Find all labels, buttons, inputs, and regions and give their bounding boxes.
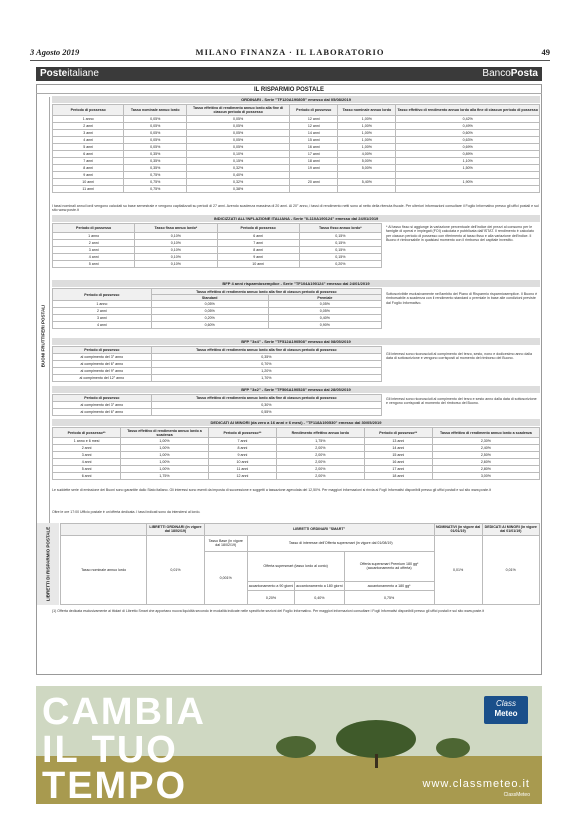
table-row xyxy=(53,123,540,130)
col-header: Tasso effettivo di rendimento annuo lordo alla fine di ciascun periodo di possesso xyxy=(151,395,381,402)
table-row xyxy=(53,144,540,151)
ad-headline-1: CAMBIA xyxy=(42,691,206,733)
table-cell: 0,75% xyxy=(124,172,187,179)
table-cell: 6 anni xyxy=(217,233,299,240)
col-header: LIBRETTI ORDINARI (in vigore dal 18/02/19) xyxy=(147,524,204,536)
table-cell: 2 anni xyxy=(53,123,124,130)
table-cell: 0,35% xyxy=(124,165,187,172)
table-cell: 2,50% xyxy=(432,452,539,459)
col-header: Standard xyxy=(151,295,268,301)
col-header: Tasso effettivo di rendimento annuo lordo alla fine di ciascun periodo di possesso xyxy=(151,347,381,354)
table-cell: 0,90% xyxy=(268,322,381,329)
col-header: Periodo di possesso xyxy=(53,289,152,301)
table-cell: 0,05% xyxy=(187,123,290,130)
table-cell: 0,40% xyxy=(187,172,290,179)
table-cell: 0,15% xyxy=(299,247,381,254)
table-cell: 4 anni xyxy=(53,254,135,261)
rate-ordinari: 0,01% xyxy=(147,535,204,604)
table-3x4 xyxy=(52,346,382,382)
table-cell: 7 anni xyxy=(208,438,276,445)
table-cell: 10 anni xyxy=(217,261,299,268)
table-cell: 3 anni xyxy=(53,315,152,322)
table-cell: 1,00% xyxy=(338,130,396,137)
table-cell: 0,05% xyxy=(151,308,268,315)
table-cell: 0,10% xyxy=(187,151,290,158)
table-cell: 1,00% xyxy=(338,116,396,123)
table-cell: 1 anno xyxy=(53,233,135,240)
col-header: Periodo di possesso** xyxy=(208,428,276,438)
table-cell: 0,20% xyxy=(151,315,268,322)
table-cell: 0,05% xyxy=(124,130,187,137)
table-row xyxy=(53,172,540,179)
tree-trunk xyxy=(375,754,378,768)
section-title-4anni: BFP 4 anni risparmiosemplice - Serie "TF104A190124" emesso dal 24/01/2019 xyxy=(52,280,540,287)
rate-minori: 0,01% xyxy=(482,535,539,604)
table-cell: 1,00% xyxy=(121,452,209,459)
table-cell: 4,00% xyxy=(338,151,396,158)
table-cell: 0,38% xyxy=(187,186,290,193)
rate-nominativi: 0,01% xyxy=(434,535,482,604)
col-header: Tasso nominale annuo lordo xyxy=(124,105,187,116)
table-cell: 2,40% xyxy=(432,445,539,452)
table-cell: 0,42% xyxy=(396,116,540,123)
section-title-3x2: BFP "3x2" - Serie "TF506A190528" emesso dal 28/05/2019 xyxy=(52,386,540,393)
table-cell: 16 anni xyxy=(290,144,338,151)
table-cell: 2,00% xyxy=(277,459,365,466)
table-cell: 12 anni xyxy=(208,473,276,480)
section-title-3x4: BFP "3x4" - Serie "TF512A190508" emesso dal 08/05/2019 xyxy=(52,338,540,345)
col-header: Periodo di possesso xyxy=(53,105,124,116)
table-cell: 7 anni xyxy=(53,158,124,165)
footnote-libretti: (1) Offerta dedicata esclusivamente ai titolari di Libretto Smart che apportano nuova liquidità secondo le modalità indicate nelle specifiche sezioni del Foglio Informativo. Per maggiori informazioni consultare i Fogli Informativi disponibili presso gli uffici postali e sul sito www.poste.it xyxy=(52,609,484,613)
table-cell: 0,30% xyxy=(151,402,381,409)
table-cell: 1,10% xyxy=(396,158,540,165)
table-row xyxy=(53,186,540,193)
col-header: Tasso Base (in vigore dal 18/02/19) xyxy=(204,535,247,551)
ad-headline-2: IL TUO xyxy=(42,729,178,771)
table-cell: al compimento del 9° anno xyxy=(53,368,152,375)
col-header: accantonamento a 90 giorni xyxy=(247,581,294,590)
publication-title: MILANO FINANZA · IL LABORATORIO xyxy=(195,47,385,57)
table-cell: 9 anni xyxy=(208,452,276,459)
table-row xyxy=(53,165,540,172)
col-header: Tasso effettivo di rendimento annuo lordo alla fine di ciascun periodo di possesso xyxy=(396,105,540,116)
footnote-buoni: Le suddette serie di emissione dei Buoni sono garantite dallo Stato italiano. Gli interessi sono esenti da imposta di successione e soggetti a tassazione agevolata del 12,50%. Per maggiori informazioni si rinvia ai Fogli Informativi disponibili presso gli uffici postali e sul sito www.poste.it xyxy=(52,488,491,492)
table-cell: 3 anni xyxy=(53,130,124,137)
col-header: Tasso di interesse dell'Offerta supersmart (in vigore dal 01/08/19) xyxy=(247,535,434,551)
note-3x4: Gli interessi sono riconosciuti al compimento del terzo, sesto, nono e dodicesimo anno dalla data di sottoscrizione e vengono corrisposti al momento del rimborso del Buono. xyxy=(386,352,533,361)
table-row xyxy=(53,301,382,308)
table-cell: 5 anni xyxy=(53,261,135,268)
table-cell: 1,90% xyxy=(396,179,540,186)
table-ordinari xyxy=(52,104,540,193)
table-cell: 0,10% xyxy=(135,240,217,247)
table-cell: 18 anni xyxy=(290,158,338,165)
col-header: Periodo di possesso** xyxy=(53,428,121,438)
table-cell: 0,15% xyxy=(299,240,381,247)
ad-headline-3: TEMPO xyxy=(42,765,188,804)
table-cell: 1 anno xyxy=(53,116,124,123)
table-row xyxy=(53,254,382,261)
table-cell: 5 anni xyxy=(53,144,124,151)
table-cell: 8 anni xyxy=(208,445,276,452)
ad-subline: ClassMeteo xyxy=(503,792,530,798)
table-cell: 2,60% xyxy=(432,459,539,466)
table-cell: 2,00% xyxy=(277,466,365,473)
section-title-minori: DEDICATI AI MINORI (da zero a 16 anni e 6 mesi) - "TF118A190530" emesso dal 30/05/2019 xyxy=(52,419,540,426)
table-row xyxy=(53,233,382,240)
table-cell: 0,63% xyxy=(396,137,540,144)
table-row xyxy=(53,179,540,186)
table-cell: 8 anni xyxy=(217,247,299,254)
note-indicizzati: * Al tasso fisso si aggiunge la variazione percentuale dell'indice dei prezzi al consumo per le famiglie di operai e impiegati (FOI) calcolata e pubblicata dall'ISTAT. Il rendimento è calcolato per ciascun periodo di possesso con riferimento al tasso fisso e alla variazione dell'indice. Il Buono è rimborsabile in qualsiasi momento con il rimborso del capitale investito. xyxy=(386,225,534,243)
table-row xyxy=(53,261,382,268)
table-cell: 12 anni xyxy=(290,123,338,130)
table-cell: 2 anni xyxy=(53,240,135,247)
table-cell: 1,00% xyxy=(121,438,209,445)
table-row xyxy=(53,240,382,247)
col-header: NOMINATIVI (in vigore dal 01/01/19) xyxy=(435,525,481,534)
empty-header xyxy=(61,524,147,536)
col-header: Tasso effettivo di rendimento annuo lordo alla fine di ciascun periodo di possesso xyxy=(187,105,290,116)
panel-title: IL RISPARMIO POSTALE xyxy=(253,87,324,93)
table-cell: 0,49% xyxy=(396,123,540,130)
table-cell: 5 anni xyxy=(53,466,121,473)
table-cell xyxy=(396,186,540,193)
table-cell: 0,10% xyxy=(135,233,217,240)
table-cell: 1,00% xyxy=(121,445,209,452)
table-cell: 1,50% xyxy=(396,165,540,172)
table-4anni xyxy=(52,288,382,329)
table-cell: 0,55% xyxy=(151,409,381,416)
col-header: Periodo di possesso xyxy=(53,395,152,402)
table-cell: 6 anni xyxy=(53,151,124,158)
table-cell: 1 anno xyxy=(53,301,152,308)
table-cell: 0,05% xyxy=(151,301,268,308)
row-label: Tasso nominale annuo lordo xyxy=(61,535,147,604)
footnote-uffici: Oltre le ore 17:00 Ufficio postale è un'offerta dedicata. I tassi indicati sono da intendersi al lordo. xyxy=(52,510,201,514)
table-cell: 2,00% xyxy=(277,452,365,459)
table-cell: 0,05% xyxy=(268,308,381,315)
section-title-indicizzati: INDICIZZATI ALL'INFLAZIONE ITALIANA - Serie "IL110A190124" emesso dal 24/01/2019 xyxy=(52,215,540,222)
col-header: Offerta supersmart Premium 180 gg* (accantonamento ad offerta) xyxy=(344,551,434,581)
table-cell: 3,00% xyxy=(432,473,539,480)
table-row xyxy=(53,315,382,322)
table-cell: 0,35% xyxy=(124,158,187,165)
table-cell: 13 anni xyxy=(364,438,432,445)
col-header: DEDICATI AI MINORI (in vigore dal 01/01/19) xyxy=(482,524,539,536)
table-cell: 3 anni xyxy=(53,452,121,459)
table-cell: 0,35% xyxy=(124,151,187,158)
table-cell: 0,05% xyxy=(124,116,187,123)
col-header: Tasso effettivo di rendimento annuo lordo a scadenza xyxy=(432,428,539,438)
note-3x2: Gli interessi sono riconosciuti al compimento del terzo e sesto anno dalla data di sottoscrizione e vengono corrisposti al momento del rimborso del Buono. xyxy=(386,397,537,406)
table-cell: 9 anni xyxy=(53,172,124,179)
table-cell: al compimento del 12° anno xyxy=(53,375,152,382)
table-cell: 0,10% xyxy=(135,254,217,261)
table-cell xyxy=(290,172,338,179)
table-cell: 0,60% xyxy=(396,130,540,137)
table-cell: 1,70% xyxy=(151,375,381,382)
table-cell: 0,05% xyxy=(187,137,290,144)
table-libretti xyxy=(60,523,540,605)
page-number: 49 xyxy=(541,47,550,57)
table-cell: 0,05% xyxy=(124,144,187,151)
col-header: accantonamento a 180 gg* xyxy=(344,581,434,590)
col-header: Periodo di possesso xyxy=(53,224,135,233)
table-cell: 0,05% xyxy=(124,123,187,130)
table-cell: 0,10% xyxy=(135,247,217,254)
table-cell: 1,75% xyxy=(277,438,365,445)
table-row xyxy=(53,322,382,329)
page-header xyxy=(30,47,550,59)
section-title-ordinari: ORDINARI - Serie "TF120A190805" emesso dal 05/08/2019 xyxy=(52,96,540,103)
posteitaliane-logo: Posteitaliane xyxy=(40,68,99,79)
tree-shape xyxy=(336,720,416,758)
col-header: Periodo di possesso** xyxy=(364,428,432,438)
table-cell: 0,20% xyxy=(299,261,381,268)
classmeteo-logo: Class Meteo xyxy=(484,696,528,724)
table-3x2 xyxy=(52,394,382,416)
col-header: Tasso effettivo di rendimento annuo lordo a scadenza xyxy=(121,428,209,438)
col-header: Tasso effettivo di rendimento annuo lordo alla fine di ciascun periodo di possesso xyxy=(151,289,381,295)
col-header: Periodo di possesso xyxy=(53,347,152,354)
table-row xyxy=(53,375,382,382)
table-cell: 12 anni xyxy=(290,116,338,123)
table-cell: 4 anni xyxy=(53,137,124,144)
col-header: Offerta supersmart (tasso lordo al conto) xyxy=(247,551,344,581)
table-cell: 0,10% xyxy=(135,261,217,268)
table-cell: 2,80% xyxy=(432,466,539,473)
table-cell: 0,15% xyxy=(299,254,381,261)
table-cell: 4 anni xyxy=(53,322,152,329)
table-cell: 0,15% xyxy=(299,233,381,240)
table-cell xyxy=(396,172,540,179)
table-cell: 2 anni xyxy=(53,445,121,452)
table-row xyxy=(53,459,540,466)
table-cell: 0,35% xyxy=(151,354,381,361)
rate-value: 0,75% xyxy=(344,591,434,605)
panel-title-rule xyxy=(36,93,542,94)
col-header: accantonamento a 180 giorni xyxy=(295,581,344,590)
table-row xyxy=(53,402,382,409)
table-cell: 1,20% xyxy=(151,368,381,375)
table-cell: 6 anni xyxy=(53,473,121,480)
rate-base: 0,001% xyxy=(204,551,247,604)
issue-date: 3 Agosto 2019 xyxy=(30,47,80,57)
side-label-buoni: BUONI FRUTTIFERI POSTALI xyxy=(37,97,50,575)
table-cell: 1,00% xyxy=(338,137,396,144)
table-cell: 0,60% xyxy=(151,322,268,329)
table-cell: 0,69% xyxy=(396,144,540,151)
table-cell: 9 anni xyxy=(217,254,299,261)
table-cell: 0,05% xyxy=(268,301,381,308)
table-cell: 11 anni xyxy=(208,466,276,473)
table-cell: 2,30% xyxy=(432,438,539,445)
table-minori xyxy=(52,427,540,480)
table-cell: 0,75% xyxy=(124,179,187,186)
table-cell: 0,32% xyxy=(187,179,290,186)
table-cell: al compimento del 3° anno xyxy=(53,354,152,361)
table-row xyxy=(53,466,540,473)
ad-url[interactable]: www.classmeteo.it xyxy=(422,778,530,790)
table-cell: 0,70% xyxy=(151,361,381,368)
tree-shape xyxy=(436,738,470,758)
table-cell: 1,75% xyxy=(121,473,209,480)
table-row xyxy=(53,361,382,368)
tree-shape xyxy=(276,736,316,758)
table-cell: al compimento del 3° anno xyxy=(53,402,152,409)
table-row xyxy=(53,137,540,144)
table-cell: 0,75% xyxy=(124,186,187,193)
table-cell: 8 anni xyxy=(53,165,124,172)
table-row xyxy=(53,445,540,452)
table-cell: 10 anni xyxy=(53,179,124,186)
table-row xyxy=(53,308,382,315)
col-header: Tasso nominale annuo lordo xyxy=(338,105,396,116)
col-header: Rendimento effettivo annuo lordo xyxy=(277,428,365,438)
table-cell: 1,00% xyxy=(121,466,209,473)
table-row xyxy=(53,409,382,416)
table-cell: 17 anni xyxy=(364,466,432,473)
table-cell: 0,15% xyxy=(187,158,290,165)
table-cell: 1,00% xyxy=(338,123,396,130)
table-cell: 2,00% xyxy=(277,445,365,452)
rate-value: 0,20% xyxy=(247,591,294,605)
table-cell: 2,00% xyxy=(277,473,365,480)
table-cell: 4 anni xyxy=(53,459,121,466)
note-4anni: Sottoscrivibile esclusivamente nell'ambito del Piano di Risparmio risparmiosemplice. Il Buono è rimborsabile a scadenza con il rendimento standard o premiale in base alle condizioni previste dal Foglio Informativo. xyxy=(386,292,538,305)
table-row xyxy=(53,158,540,165)
table-cell: 11 anni xyxy=(53,186,124,193)
note-ordinari: I tassi nominali annui lordi vengono calcolati su base semestrale e vengono capitalizzati su periodi di 27 anni. Avendo scadenza massima di 20 anni. Al 20° anno, i tassi di rendimento netti sono al netto della ritenuta fiscale. Per ulteriori informazioni consultare il Foglio Informativo presso gli uffici postali e sul sito www.poste.it xyxy=(52,204,539,213)
table-cell: 17 anni xyxy=(290,151,338,158)
col-header: Periodo di possesso xyxy=(217,224,299,233)
table-cell: 7 anni xyxy=(217,240,299,247)
table-cell: 18 anni xyxy=(364,473,432,480)
rate-value: 0,40% xyxy=(295,591,344,605)
table-row xyxy=(53,354,382,361)
table-row xyxy=(53,151,540,158)
table-cell: 0,89% xyxy=(396,151,540,158)
table-cell: 5,40% xyxy=(338,179,396,186)
table-cell: 3 anni xyxy=(53,247,135,254)
table-row xyxy=(53,116,540,123)
col-header: Tasso fisso annuo lordo* xyxy=(135,224,217,233)
table-cell: 14 anni xyxy=(364,445,432,452)
table-cell: 2 anni xyxy=(53,308,152,315)
table-cell: 1,00% xyxy=(338,144,396,151)
table-cell: 15 anni xyxy=(290,137,338,144)
col-header: LIBRETTI ORDINARI "SMART" xyxy=(204,524,434,536)
table-cell: 0,05% xyxy=(124,137,187,144)
table-cell: 5,00% xyxy=(338,158,396,165)
header-rule xyxy=(30,60,550,61)
table-cell: al compimento del 6° anno xyxy=(53,361,152,368)
table-cell: 0,32% xyxy=(187,165,290,172)
table-row xyxy=(53,130,540,137)
table-cell: 15 anni xyxy=(364,452,432,459)
table-cell xyxy=(290,186,338,193)
table-cell xyxy=(338,172,396,179)
table-cell: 0,05% xyxy=(187,130,290,137)
classmeteo-ad xyxy=(36,686,542,804)
col-header: Premiale xyxy=(268,295,381,301)
table-row xyxy=(53,368,382,375)
table-row xyxy=(53,473,540,480)
table-cell: 1 anno e 6 mesi xyxy=(53,438,121,445)
table-row xyxy=(53,247,382,254)
table-cell: 20 anni xyxy=(290,179,338,186)
table-cell: 14 anni xyxy=(290,130,338,137)
table-indicizzati xyxy=(52,223,382,268)
table-cell: 0,05% xyxy=(187,116,290,123)
table-row xyxy=(53,438,540,445)
brand-bar xyxy=(36,67,542,81)
bancoposta-logo: BancoPosta xyxy=(482,68,538,79)
table-cell: 1,00% xyxy=(121,459,209,466)
table-cell: 5,00% xyxy=(338,165,396,172)
table-row xyxy=(53,452,540,459)
table-cell xyxy=(338,186,396,193)
table-cell: 19 anni xyxy=(290,165,338,172)
table-cell: 0,40% xyxy=(268,315,381,322)
table-cell: 10 anni xyxy=(208,459,276,466)
table-cell: 0,05% xyxy=(187,144,290,151)
table-cell: 16 anni xyxy=(364,459,432,466)
table-cell: al compimento del 6° anno xyxy=(53,409,152,416)
col-header: Tasso fisso annuo lordo* xyxy=(299,224,381,233)
col-header: Periodo di possesso xyxy=(290,105,338,116)
side-label-libretti: LIBRETTI DI RISPARMIO POSTALE xyxy=(37,523,59,605)
